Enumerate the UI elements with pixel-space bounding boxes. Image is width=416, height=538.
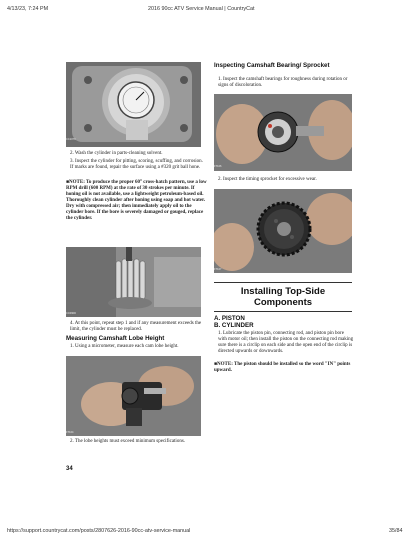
step-inspect-sprocket: 2. Inspect the timing sprocket for excessive wear. bbox=[218, 177, 317, 182]
subheading-cylinder: B. CYLINDER bbox=[214, 322, 254, 329]
section-rule-top bbox=[214, 282, 352, 283]
piston-orientation-note: ■NOTE: The piston should be installed so the word "IN" points upward. bbox=[214, 362, 351, 373]
subheading-piston: A. PISTON bbox=[214, 315, 245, 322]
step-inspect-bearings: 1. Inspect the camshaft bearings for roughness during rotation or signs of discoloration. bbox=[218, 77, 348, 88]
cylinder-gauge-photo bbox=[66, 62, 201, 147]
step-lubricate-piston: 1. Lubricate the piston pin, connecting rod, and piston pin bore with motor oil; then install the piston on the connecting rod making sure there is a circlip on each side and the open end of the circlip is directed upwards or downwards. bbox=[218, 331, 354, 354]
browser-url: https://support.countrycat.com/posts/2807626-2016-90cc-atv-service-manual bbox=[7, 528, 191, 534]
browser-page-title: 2016 90cc ATV Service Manual | CountryCat bbox=[148, 6, 255, 12]
section-title: Installing Top-Side Components bbox=[240, 286, 326, 308]
step-repeat-measurement: 4. At this point, repeat step 1 and if any measurement exceeds the limit, the cylinder must be replaced. bbox=[70, 321, 202, 332]
page-number: 34 bbox=[66, 466, 73, 472]
browser-page-count: 35/84 bbox=[389, 528, 403, 534]
photo-caption: FT104 bbox=[66, 431, 74, 434]
photo-caption: FT106 bbox=[214, 165, 222, 168]
section-rule-bottom bbox=[214, 311, 352, 312]
step-lobe-heights: 2. The lobe heights must exceed minimum specifications. bbox=[70, 439, 186, 444]
heading-inspecting-camshaft: Inspecting Camshaft Bearing/ Sprocket bbox=[214, 62, 330, 69]
browser-datetime: 4/13/23, 7:24 PM bbox=[7, 6, 49, 12]
honing-note: ■NOTE: To produce the proper 60° cross-hatch pattern, use a low RPM drill (600 RPM) at the rate of 30 strokes per minute. If honing oil is not available, use a lightweight petroleum-based oil. Thoroughly clean cylinder after honing using soap and hot water. Dry with compressed air; then immediately apply oil to the cylinder bore. If the bore is severely damaged or gouged, replace the cylinder. bbox=[66, 180, 207, 221]
heading-measuring-camshaft: Measuring Camshaft Lobe Height bbox=[66, 335, 165, 342]
photo-caption: CC090D bbox=[66, 312, 76, 315]
camshaft-micrometer-photo bbox=[66, 356, 201, 436]
timing-sprocket-photo bbox=[214, 189, 352, 273]
photo-caption: FT107 bbox=[214, 268, 222, 271]
cylinder-honing-photo bbox=[66, 247, 201, 317]
step-measure-lobe: 1. Using a micrometer, measure each cam lobe height. bbox=[70, 344, 179, 349]
step-inspect-cylinder: 3. Inspect the cylinder for pitting, scoring, scuffing, and corrosion. If marks are found, repair the surface using a #320 grit ball hone. bbox=[70, 159, 203, 170]
camshaft-bearing-photo bbox=[214, 94, 352, 171]
photo-caption: CC1079 bbox=[66, 138, 76, 141]
step-wash-cylinder: 2. Wash the cylinder in parts-cleaning solvent. bbox=[70, 151, 163, 156]
